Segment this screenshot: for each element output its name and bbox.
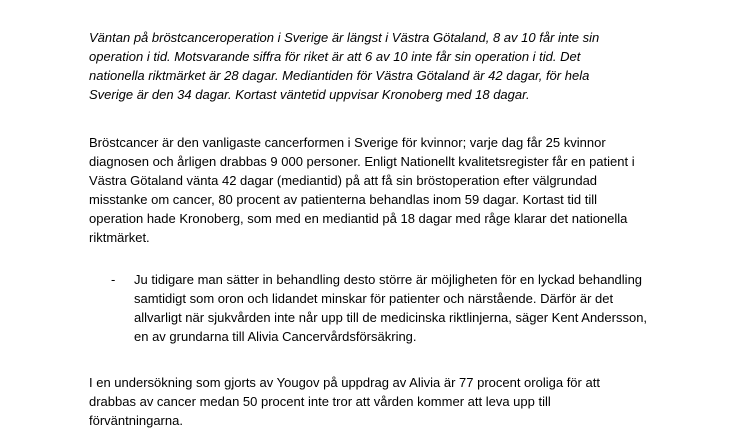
quote-text: Ju tidigare man sätter in behandling desto större är möjligheten för en lyckad behandling samtidigt som oron och lidandet minskar för patienter och närstående. Därför är det allvarligt när sjukvården inte når upp till de medicinska riktlinjerna, säger Kent Andersson, en av grundarna till Alivia Cancervårdsförsäkring. [134,272,648,344]
intro-paragraph: Väntan på bröstcanceroperation i Sverige är längst i Västra Götaland, 8 av 10 får inte sin operation i tid. Motsvarande siffra för riket är att 6 av 10 inte får sin operation i tid. Det nationella riktmärket är 28 dagar. Mediantiden för Västra Götaland är 42 dagar, för hela Sverige är den 34 dagar. Kortast väntetid uppvisar Kronoberg med 18 dagar. [89,30,600,102]
list-bullet: - [111,272,116,287]
body-paragraph-2: I en undersökning som gjorts av Yougov på uppdrag av Alivia är 77 procent oroliga för att drabbas av cancer medan 50 procent inte tror att vården kommer att leva upp till förväntningarna. [89,375,600,428]
body-paragraph-1: Bröstcancer är den vanligaste cancerformen i Sverige för kvinnor; varje dag får 25 kvinnor diagnosen och årligen drabbas 9 000 personer. Enligt Nationellt kvalitetsregister får en patient i Västra Götaland vänta 42 dagar (mediantid) på att få sin bröstoperation efter välgrundad misstanke om cancer, 80 procent av patienterna behandlas inom 59 dagar. Kortast tid till operation hade Kronoberg, som med en mediantid på 18 dagar med råge klarar det nationella riktmärket. [89,135,635,245]
